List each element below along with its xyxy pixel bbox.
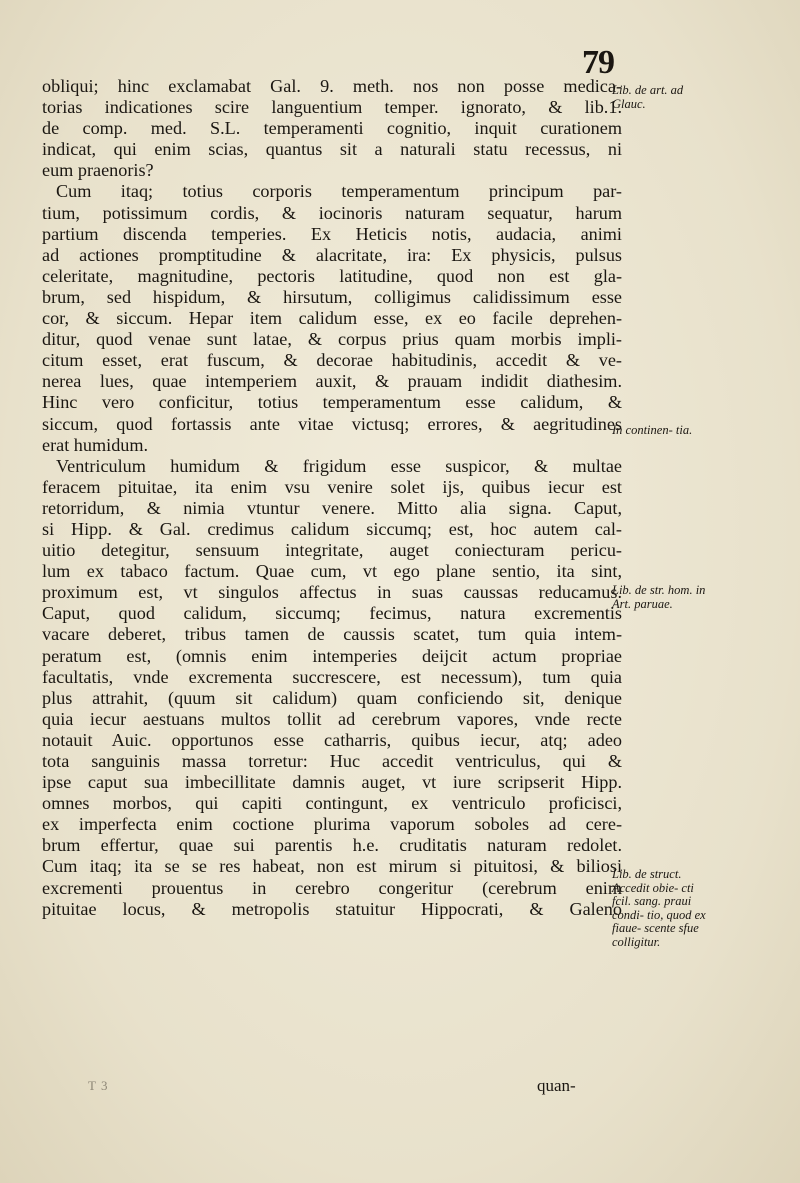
text-line: Caput, quod calidum, siccumq; fecimus, natura excrementis (42, 603, 622, 624)
text-line: siccum, quod fortassis ante vitae victusq; errores, & aegritudines (42, 413, 622, 434)
text-line: brum, sed hispidum, & hirsutum, colligimus calidissimum esse (42, 286, 622, 307)
text-line: tota sanguinis massa torretur: Huc accedit ventriculus, qui & (42, 751, 622, 771)
text-line: lum ex tabaco factum. Quae cum, vt ego plane sentio, ita sint, (42, 561, 622, 582)
text-line: notauit Auic. opportunos esse catharris, quibus iecur, atq; adeo (42, 729, 622, 750)
text-line: brum effertur, quae sui parentis h.e. cruditatis naturam redolet. (42, 835, 622, 856)
text-line: Cum itaq; ita se se res habeat, non est mirum si pituitosi, & biliosi (42, 856, 622, 877)
text-line: vacare deberet, tribus tamen de caussis scatet, tum quia intem- (42, 624, 622, 645)
body-text (42, 76, 622, 920)
text-line: de comp. med. S.L. temperamenti cognitio, inquit curationem (42, 118, 622, 139)
text-line: ditur, quod venae sunt latae, & corpus prius quam morbis impli- (42, 329, 622, 350)
page-number: 79 (582, 44, 614, 81)
text-line: ex imperfecta enim coctione plurima vaporum soboles ad cere- (42, 814, 622, 835)
text-line: omnes morbos, qui capiti contingunt, ex ventriculo proficisci, (42, 793, 622, 814)
margin-note: Lib. de art. ad Glauc. (612, 83, 684, 111)
text-line: retorridum, & nimia vtuntur venere. Mitto alia signa. Caput, (42, 497, 622, 518)
catchword: quan- (537, 1076, 576, 1095)
text-line: partium discenda temperies. Ex Heticis notis, audacia, animi (42, 223, 622, 244)
text-line: pituitae locus, & metropolis statuitur Hippocrati, & Galeno (42, 898, 622, 919)
text-line: eum praenoris? (42, 160, 154, 181)
margin-note: In continen- tia. (612, 423, 693, 437)
text-line: tium, potissimum cordis, & iocinoris naturam sequatur, harum (42, 202, 622, 223)
text-line: obliqui; hinc exclamabat Gal. 9. meth. nos non posse medica- (42, 76, 622, 96)
text-line: erat humidum. (42, 434, 149, 455)
text-line: peratum est, (omnis enim intemperies deijcit actum propriae (42, 645, 622, 666)
text-line: cor, & siccum. Hepar item calidum esse, ex eo facile deprehen- (42, 308, 622, 329)
text-line: excrementi prouentus in cerebro congeritur (cerebrum enim (42, 877, 622, 898)
text-line: celeritate, magnitudine, pectoris latitudine, quod non est gla- (42, 265, 622, 286)
text-line: ad actiones promptitudine & alacritate, ira: Ex physicis, pulsus (42, 244, 622, 265)
text-line: uitio detegitur, sensuum integritate, auget coniecturam pericu- (42, 540, 622, 561)
margin-note: Lib. de struct. Accedit obie- cti fcil. sang. praui condi- tio, quod ex fiaue- scente sfue colligitur. (612, 867, 706, 949)
margin-note: Lib. de str. hom. in Art. paruae. (612, 583, 706, 611)
text-line: nerea lues, quae intemperiem auxit, & prauam indidit diathesim. (42, 371, 622, 392)
text-line: feracem pituitae, ita enim vsu venire solet ijs, quibus iecur est (42, 476, 622, 497)
text-line: quia iecur aestuans multos tollit ad cerebrum vapores, vnde recte (42, 708, 622, 729)
text-line: facultatis, vnde excrementa succrescere, est necessum), tum quia (42, 666, 622, 687)
text-line: torias indicationes scire languentium temper. ignorato, & lib.1. (42, 97, 622, 118)
text-line: proximum est, vt singulos affectus in suas caussas reducamus. (42, 582, 622, 603)
text-line: Hinc vero conficitur, totius temperamentum esse calidum, & (42, 392, 622, 413)
text-line: plus attrahit, (quum sit calidum) quam conficiendo sit, denique (42, 687, 622, 708)
text-line: Cum itaq; totius corporis temperamentum principum par- (56, 181, 622, 202)
text-line: Ventriculum humidum & frigidum esse suspicor, & multae (56, 455, 622, 476)
text-line: citum esset, erat fuscum, & decorae habitudinis, accedit & ve- (42, 350, 622, 371)
signature-mark: T 3 (88, 1078, 109, 1093)
text-line: ipse caput sua imbecillitate damnis auget, vt iure scripserit Hipp. (42, 772, 622, 793)
text-line: indicat, qui enim scias, quantus sit a naturali statu recessus, ni (42, 139, 622, 160)
text-line: si Hipp. & Gal. credimus calidum siccumq; est, hoc autem cal- (42, 518, 622, 539)
